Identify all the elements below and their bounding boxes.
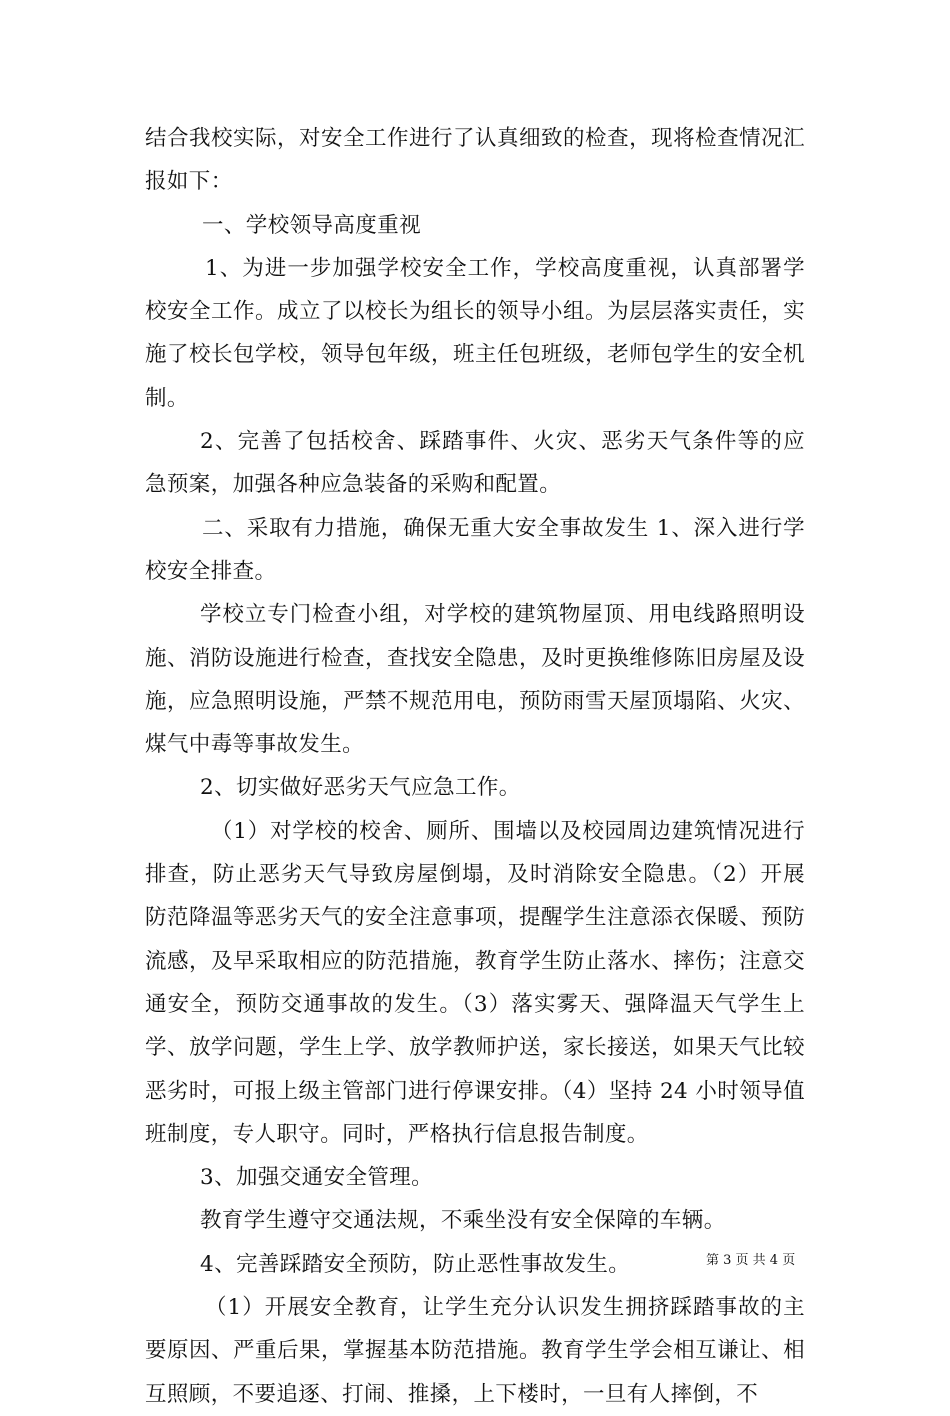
heading-section-1: 一、学校领导高度重视 xyxy=(202,212,422,238)
page-number-footer: 第 3 页 共 4 页 xyxy=(706,1253,796,1268)
paragraph-item-2-2: 2、切实做好恶劣天气应急工作。 xyxy=(200,775,521,801)
paragraph-intro-continued: 结合我校实际，对安全工作进行了认真细致的检查，现将检查情况汇报如下： xyxy=(145,126,805,195)
heading-section-2: 二、采取有力措施，确保无重大安全事故发生 1、深入进行学校安全排查。 xyxy=(145,515,805,584)
paragraph-inspection-group: 学校立专门检查小组，对学校的建筑物屋顶、用电线路照明设施、消防设施进行检查，查找安全隐患，及时更换维修陈旧房屋及设施，应急照明设施，严禁不规范用电，预防雨雪天屋顶塌陷、火灾、煤气中毒等事故发生。 xyxy=(145,602,805,758)
paragraph-item-2-4: 4、完善踩踏安全预防，防止恶性事故发生。 xyxy=(200,1251,631,1277)
paragraph-item-1-2: 2、完善了包括校舍、踩踏事件、火灾、恶劣天气条件等的应急预案，加强各种应急装备的采购和配置。 xyxy=(145,429,805,498)
document-body xyxy=(145,117,805,1416)
paragraph-weather-measures: （1）对学校的校舍、厕所、围墙以及校园周边建筑情况进行排查，防止恶劣天气导致房屋倒塌，及时消除安全隐患。（2）开展防范降温等恶劣天气的安全注意事项，提醒学生注意添衣保暖、预防流感，及早采取相应的防范措施，教育学生防止落水、摔伤；注意交通安全，预防交通事故的发生。（3）落实雾天、强降温天气学生上学、放学问题，学生上学、放学教师护送，家长接送，如果天气比较恶劣时，可报上级主管部门进行停课安排。（4）坚持 24 小时领导值班制度，专人职守。同时，严格执行信息报告制度。 xyxy=(145,818,805,1147)
paragraph-item-2-3: 3、加强交通安全管理。 xyxy=(200,1165,434,1191)
paragraph-traffic-education: 教育学生遵守交通法规，不乘坐没有安全保障的车辆。 xyxy=(200,1208,726,1234)
paragraph-item-1-1: 1、为进一步加强学校安全工作，学校高度重视，认真部署学校安全工作。成立了以校长为组长的领导小组。为层层落实责任，实施了校长包学校，领导包年级，班主任包班级，老师包学生的安全机制。 xyxy=(145,255,805,411)
paragraph-stampede-education: （1）开展安全教育，让学生充分认识发生拥挤踩踏事故的主要原因、严重后果，掌握基本防范措施。教育学生学会相互谦让、相互照顾，不要追逐、打闹、推搡，上下楼时，一旦有人摔倒，不 xyxy=(145,1295,805,1407)
